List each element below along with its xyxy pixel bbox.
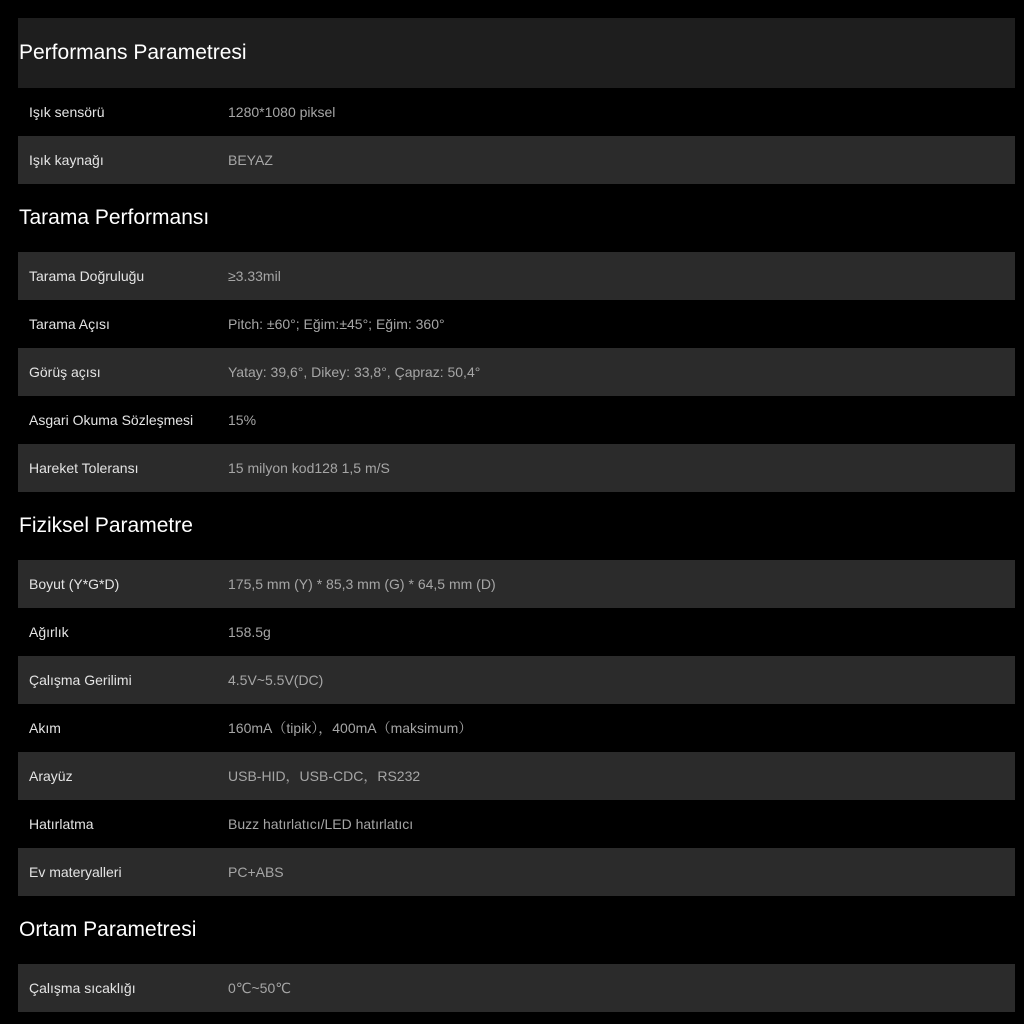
spec-value: 158.5g xyxy=(228,624,271,640)
spec-value: BEYAZ xyxy=(228,152,273,168)
spec-value: 4.5V~5.5V(DC) xyxy=(228,672,324,688)
spec-label: Tarama Açısı xyxy=(29,316,110,332)
spec-label: Hatırlatma xyxy=(29,816,94,832)
spec-value: ≥3.33mil xyxy=(228,268,281,284)
spec-value: Buzz hatırlatıcı/LED hatırlatıcı xyxy=(228,816,414,832)
spec-row xyxy=(18,252,1015,300)
spec-label: Ağırlık xyxy=(29,624,69,640)
spec-label: Tarama Doğruluğu xyxy=(29,268,145,284)
spec-row xyxy=(18,964,1015,1012)
section-title-performance: Performans Parametresi xyxy=(18,18,1015,88)
spec-label: Işık sensörü xyxy=(29,104,105,120)
spec-label: Hareket Toleransı xyxy=(29,460,139,476)
spec-row xyxy=(18,608,1015,656)
spec-row xyxy=(18,704,1015,752)
spec-label: Işık kaynağı xyxy=(29,152,104,168)
spec-label: Arayüz xyxy=(29,768,73,784)
spec-label: Çalışma Gerilimi xyxy=(29,672,132,688)
spec-value: 1280*1080 piksel xyxy=(228,104,336,120)
spec-label: Ev materyalleri xyxy=(29,864,122,880)
spec-value: 0℃~50℃ xyxy=(228,979,291,996)
spec-row xyxy=(18,300,1015,348)
section-title-scanning: Tarama Performansı xyxy=(19,206,210,229)
spec-value: 175,5 mm (Y) * 85,3 mm (G) * 64,5 mm (D) xyxy=(228,576,496,592)
spec-value: 15 milyon kod128 1,5 m/S xyxy=(228,460,390,476)
section-title-environment: Ortam Parametresi xyxy=(19,918,197,941)
spec-row xyxy=(18,396,1015,444)
spec-row xyxy=(18,752,1015,800)
spec-label: Akım xyxy=(29,720,61,736)
spec-row xyxy=(18,444,1015,492)
spec-value: Yatay: 39,6°, Dikey: 33,8°, Çapraz: 50,4° xyxy=(228,364,481,380)
spec-row xyxy=(18,800,1015,848)
section-title-physical: Fiziksel Parametre xyxy=(19,514,193,537)
spec-value: Pitch: ±60°; Eğim:±45°; Eğim: 360° xyxy=(228,316,445,332)
spec-value: USB-HID，USB-CDC，RS232 xyxy=(228,768,421,784)
spec-sheet xyxy=(18,18,1015,1012)
spec-row xyxy=(18,348,1015,396)
spec-value: 15% xyxy=(228,412,257,428)
spec-row xyxy=(18,848,1015,896)
spec-row xyxy=(18,88,1015,136)
spec-label: Asgari Okuma Sözleşmesi xyxy=(29,412,194,428)
spec-value: 160mA（tipik），400mA（maksimum） xyxy=(228,720,473,736)
spec-label: Görüş açısı xyxy=(29,364,101,380)
spec-row xyxy=(18,136,1015,184)
spec-label: Boyut (Y*G*D) xyxy=(29,576,120,592)
spec-label: Çalışma sıcaklığı xyxy=(29,980,136,996)
spec-value: PC+ABS xyxy=(228,864,284,880)
spec-row xyxy=(18,656,1015,704)
spec-row xyxy=(18,560,1015,608)
